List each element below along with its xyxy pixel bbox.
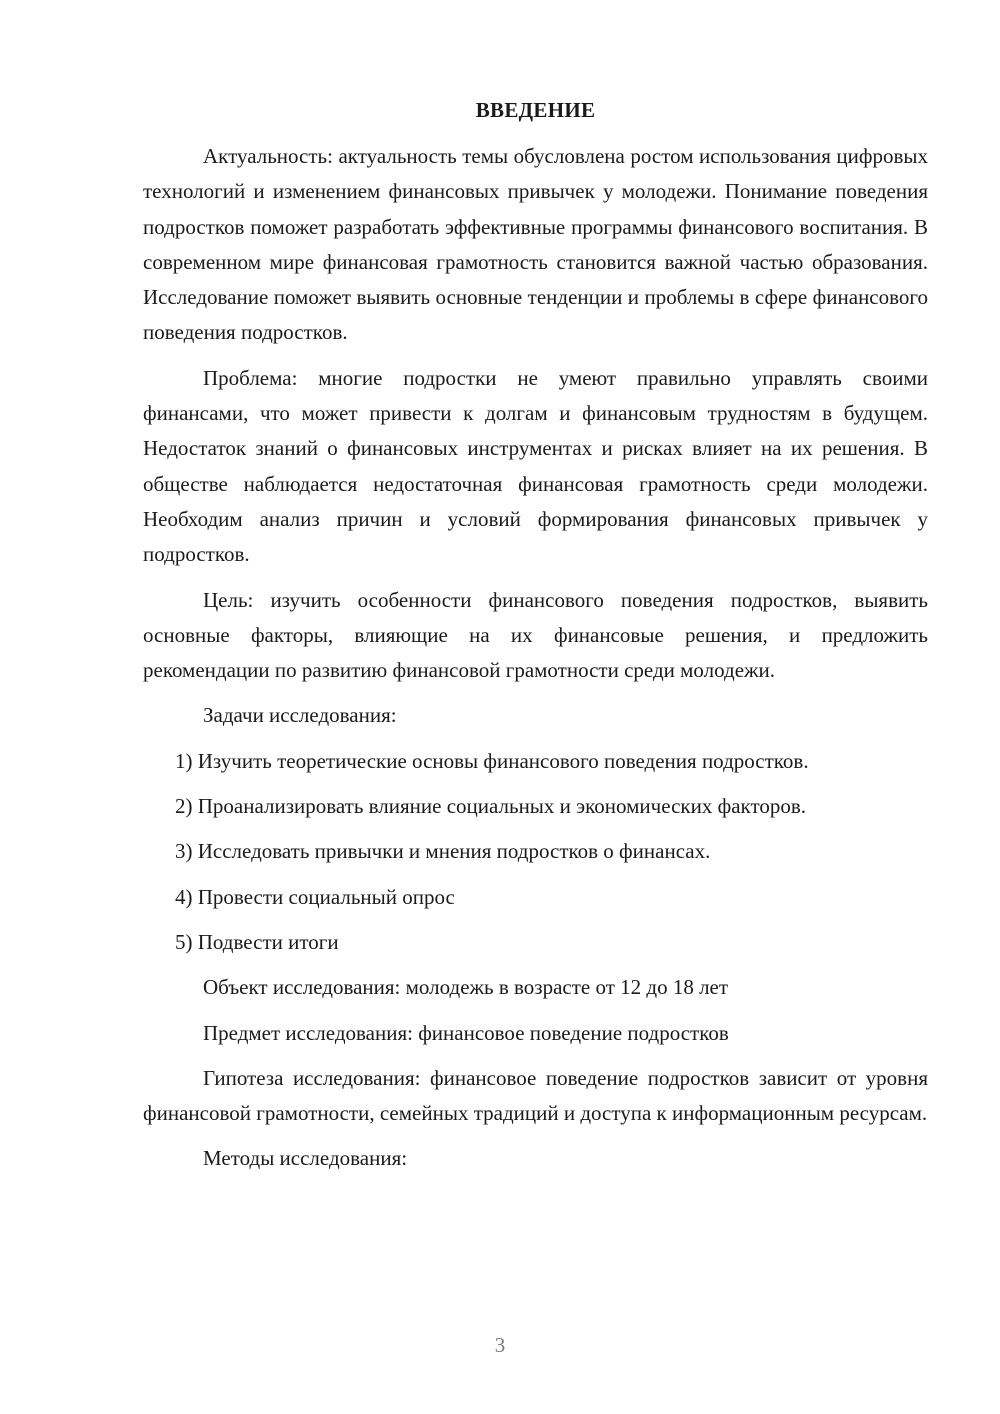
task-item: 4) Провести социальный опрос [175,884,455,909]
section-title: ВВЕДЕНИЕ [475,98,596,122]
tasks-list [143,744,928,960]
goal-paragraph: Цель: изучить особенности финансового поведения подростков, выявить основные факторы, влияющие на их финансовые решения, и предложить рекомендации по развитию финансовой грамотности среди молодежи. [143,587,928,683]
methods-heading: Методы исследования: [203,1146,408,1171]
research-subject: Предмет исследования: финансовое поведение подростков [203,1020,729,1045]
task-item: 1) Изучить теоретические основы финансового поведения подростков. [175,748,809,773]
research-object: Объект исследования: молодежь в возрасте от 12 до 18 лет [203,975,729,1000]
problem-paragraph: Проблема: многие подростки не умеют правильно управлять своими финансами, что может привести к долгам и финансовым трудностям в будущем. Недостаток знаний о финансовых инструментах и рисках влияет на их решения. В обществе наблюдается недостаточная финансовая грамотность среди молодежи. Необходим анализ причин и условий формирования финансовых привычек у подростков. [143,365,928,567]
task-item: 2) Проанализировать влияние социальных и экономических факторов. [175,794,807,819]
document-page [143,95,928,1187]
relevance-paragraph: Актуальность: актуальность темы обусловлена ростом использования цифровых технологий и изменением финансовых привычек у молодежи. Понимание поведения подростков поможет разработать эффективные программы финансового воспитания. В современном мире финансовая грамотность становится важной частью образования. Исследование поможет выявить основные тенденции и проблемы в сфере финансового поведения подростков. [143,144,928,345]
page-number: 3 [494,1333,506,1357]
task-item: 3) Исследовать привычки и мнения подростков о финансах. [175,839,711,864]
task-item: 5) Подвести итоги [175,929,339,954]
research-hypothesis: Гипотеза исследования: финансовое поведение подростков зависит от уровня финансовой грамотности, семейных традиций и доступа к информационным ресурсам. [143,1065,928,1126]
tasks-heading: Задачи исследования: [203,703,397,728]
